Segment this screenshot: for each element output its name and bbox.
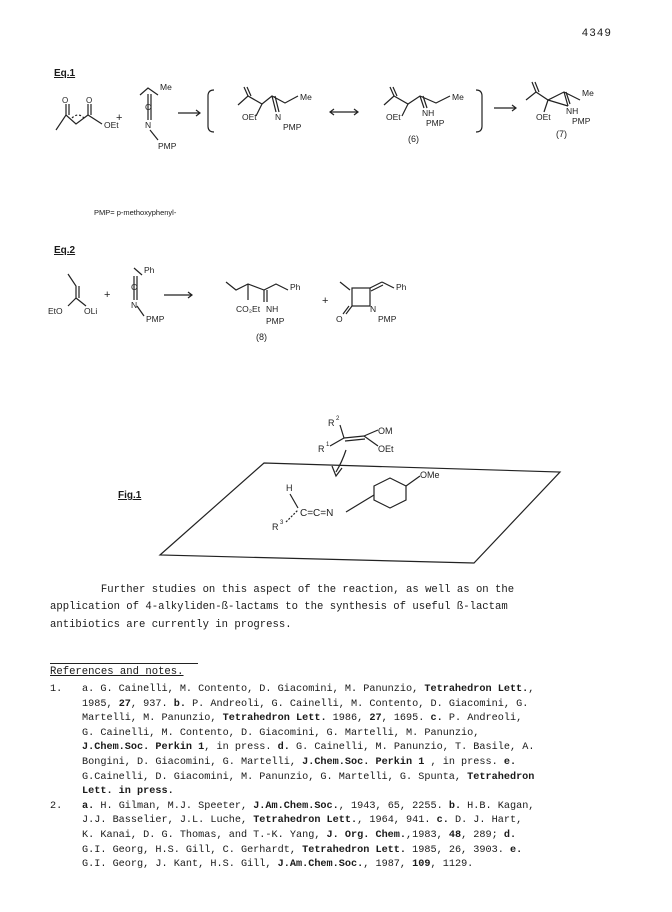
- reference-line: [82, 771, 622, 786]
- reference-segment: P. Andreoli,: [442, 713, 523, 725]
- reference-bold-segment: b.: [173, 698, 186, 710]
- fig1-r3-sup: 3: [280, 520, 284, 526]
- eq1-nh4: NH: [566, 106, 579, 116]
- eq1-me2: Me: [300, 92, 312, 102]
- reference-number: 1.: [50, 684, 63, 695]
- reference-segment: G. Cainelli, M. Contento, D. Giacomini, G. Martelli, M. Panunzio,: [82, 727, 480, 739]
- reference-bold-segment: Tetrahedron: [467, 771, 535, 783]
- reference-bold-segment: J. Org. Chem.: [326, 829, 407, 841]
- eq1-pmp3: PMP: [426, 118, 445, 128]
- reference-bold-segment: J.Am.Chem.Soc.: [277, 859, 364, 871]
- fig1-diagram: [0, 405, 672, 575]
- reference-line: [82, 712, 622, 727]
- reference-segment: a. G. Cainelli, M. Contento, D. Giacomini, M. Panunzio,: [82, 684, 425, 695]
- reference-line: [82, 785, 622, 800]
- reference-segment: 1986,: [326, 713, 370, 725]
- reference-line: [82, 800, 622, 815]
- reference-segment: J.J. Basselier, J.L. Luche,: [82, 815, 254, 827]
- reference-line: [82, 829, 622, 844]
- reference-bold-segment: d.: [277, 742, 290, 754]
- fig1-ketenimine: C=C=N: [300, 508, 334, 519]
- eq2-nh: NH: [266, 304, 279, 314]
- svg-text:O: O: [86, 96, 93, 105]
- reference-segment: H.B. Kagan,: [461, 800, 535, 812]
- eq1-nh3: NH: [422, 108, 435, 118]
- reference-segment: , 1129.: [430, 859, 474, 871]
- reference-segment: , in press.: [424, 756, 504, 768]
- reference-segment: G.I. Georg, J. Kant, H.S. Gill,: [82, 859, 278, 871]
- reference-line: [82, 756, 622, 771]
- reference-line: [82, 698, 622, 713]
- eq1-n2: N: [275, 112, 282, 122]
- eq2-n: N: [131, 300, 138, 310]
- reference-segment: , 1987,: [363, 859, 413, 871]
- page-number: 4349: [581, 28, 612, 40]
- reference-segment: G.Cainelli, D. Giacomini, M. Panunzio, G. Martelli, G. Spunta,: [82, 771, 468, 783]
- eq2-plus1: +: [104, 289, 111, 301]
- reference-bold-segment: J.Am.Chem.Soc.: [253, 800, 339, 812]
- reference-segment: , 937.: [130, 698, 174, 710]
- reference-bold-segment: Tetrahedron Lett.: [424, 684, 529, 695]
- eq2-pmp1: PMP: [146, 314, 165, 324]
- reference-number: 2.: [50, 800, 63, 812]
- fig1-r1-sup: 1: [326, 442, 330, 448]
- reference-bold-segment: c.: [436, 815, 449, 827]
- eq2-label: Eq.2: [54, 245, 76, 256]
- reference-segment: D. J. Hart,: [448, 815, 523, 827]
- reference-segment: 1985, 26, 3903.: [406, 844, 510, 856]
- eq2-eto: EtO: [48, 306, 63, 316]
- reference-bold-segment: 48: [448, 829, 462, 841]
- eq2-ph1: Ph: [144, 265, 155, 275]
- reference-bold-segment: e.: [509, 844, 523, 856]
- eq2-plus2: +: [322, 295, 329, 307]
- reference-segment: K. Kanai, D. G. Thomas, and T.-K. Yang,: [82, 829, 327, 841]
- eq2-pmp3: PMP: [378, 314, 397, 324]
- fig1-r2-sup: 2: [336, 416, 340, 422]
- fig1-ome: OMe: [420, 470, 440, 480]
- paragraph-line: Further studies on this aspect of the reaction, as well as on the: [50, 584, 515, 596]
- eq2-pmp2: PMP: [266, 316, 285, 326]
- eq2-co2et: CO₂Et: [236, 304, 261, 314]
- reference-segment: , 1964, 941.: [357, 815, 437, 827]
- paragraph-line: application of 4-alkyliden-ß-lactams to the synthesis of useful ß-lactam: [50, 601, 508, 614]
- reference-line: [82, 727, 622, 742]
- references-heading: References and notes.: [50, 666, 184, 678]
- fig1-h: H: [286, 483, 293, 493]
- svg-text:O: O: [62, 96, 69, 105]
- eq1-n: N: [145, 120, 152, 130]
- paragraph-line: antibiotics are currently in progress.: [50, 618, 292, 631]
- eq1-oet3: OEt: [386, 112, 401, 122]
- reference-bold-segment: Tetrahedron Lett.: [302, 844, 407, 856]
- reference-segment: ,: [528, 684, 535, 695]
- reference-segment: Martelli, M. Panunzio,: [82, 713, 223, 725]
- eq2-c: C: [131, 282, 138, 292]
- eq2-o3: O: [336, 314, 343, 324]
- eq1-pmp1: PMP: [158, 141, 177, 151]
- body-paragraph: [50, 582, 620, 634]
- reference-segment: , 1695.: [381, 713, 431, 725]
- eq1-label: Eq.1: [54, 68, 76, 79]
- reference-line: [82, 814, 622, 829]
- reference-bold-segment: 27: [369, 713, 382, 725]
- eq2-ph2: Ph: [290, 282, 301, 292]
- reference-segment: , in press.: [204, 742, 278, 754]
- reference-bold-segment: d.: [503, 829, 517, 841]
- eq1-me3: Me: [452, 92, 464, 102]
- reference-segment: 1985,: [82, 698, 119, 710]
- references-rule: [50, 663, 198, 664]
- reference-bold-segment: e.: [503, 756, 517, 768]
- reference-bold-segment: b.: [448, 800, 462, 812]
- reference-segment: P. Andreoli, G. Cainelli, M. Contento, D. Giacomini, G.: [185, 698, 529, 710]
- reference-line: [82, 741, 622, 756]
- reference-bold-segment: Tetrahedron Lett.: [253, 815, 358, 827]
- fig1-r2: R: [328, 418, 335, 428]
- reference-line: [82, 844, 622, 859]
- reference-bold-segment: 109: [412, 859, 431, 871]
- reference-segment: Bongini, D. Giacomini, G. Martelli,: [82, 756, 303, 768]
- pmp-note: PMP= p-methoxyphenyl-: [94, 208, 177, 217]
- eq1-oet2: OEt: [242, 112, 257, 122]
- eq1-oet1: OEt: [104, 120, 119, 130]
- reference-bold-segment: c.: [430, 713, 443, 725]
- reference-bold-segment: Lett. in press.: [82, 786, 174, 798]
- eq2-ph3: Ph: [396, 282, 407, 292]
- reference-line: [82, 858, 622, 873]
- eq1-me4: Me: [582, 88, 594, 98]
- reference-text: [82, 800, 622, 873]
- eq1-me1: Me: [160, 82, 172, 92]
- reference-bold-segment: J.Chem.Soc. Perkin 1: [82, 742, 205, 754]
- eq1-scheme: [0, 70, 672, 160]
- eq1-cmpd7: (7): [556, 129, 567, 139]
- fig1-r3: R: [272, 522, 279, 532]
- eq1-plus: +: [116, 112, 123, 124]
- fig1-om: OM: [378, 426, 393, 436]
- reference-bold-segment: Tetrahedron Lett.: [222, 713, 327, 725]
- eq1-cmpd6: (6): [408, 134, 419, 144]
- eq1-pmp4: PMP: [572, 116, 591, 126]
- eq2-scheme: [0, 255, 672, 355]
- reference-text: [82, 683, 622, 800]
- reference-segment: , 1943, 65, 2255.: [338, 800, 449, 812]
- reference-segment: H. Gilman, M.J. Speeter,: [94, 800, 254, 812]
- eq1-pmp2: PMP: [283, 122, 302, 132]
- eq2-cmpd8: (8): [256, 332, 267, 342]
- reference-segment: G.I. Georg, H.S. Gill, C. Gerhardt,: [82, 844, 303, 856]
- fig1-r1: R: [318, 444, 325, 454]
- fig1-oet: OEt: [378, 444, 394, 454]
- reference-bold-segment: a.: [82, 800, 95, 812]
- reference-bold-segment: J.Chem.Soc. Perkin 1: [302, 756, 425, 768]
- reference-segment: , 289;: [461, 829, 504, 841]
- reference-segment: G. Cainelli, M. Panunzio, T. Basile, A.: [289, 742, 535, 754]
- reference-line: [82, 683, 622, 698]
- reference-bold-segment: 27: [118, 698, 131, 710]
- fig1-label: Fig.1: [118, 490, 142, 501]
- eq2-n3: N: [370, 304, 377, 314]
- reference-segment: ,1983,: [406, 829, 449, 841]
- eq2-oli: OLi: [84, 306, 98, 316]
- eq1-c: C: [145, 102, 152, 112]
- eq1-oet4: OEt: [536, 112, 551, 122]
